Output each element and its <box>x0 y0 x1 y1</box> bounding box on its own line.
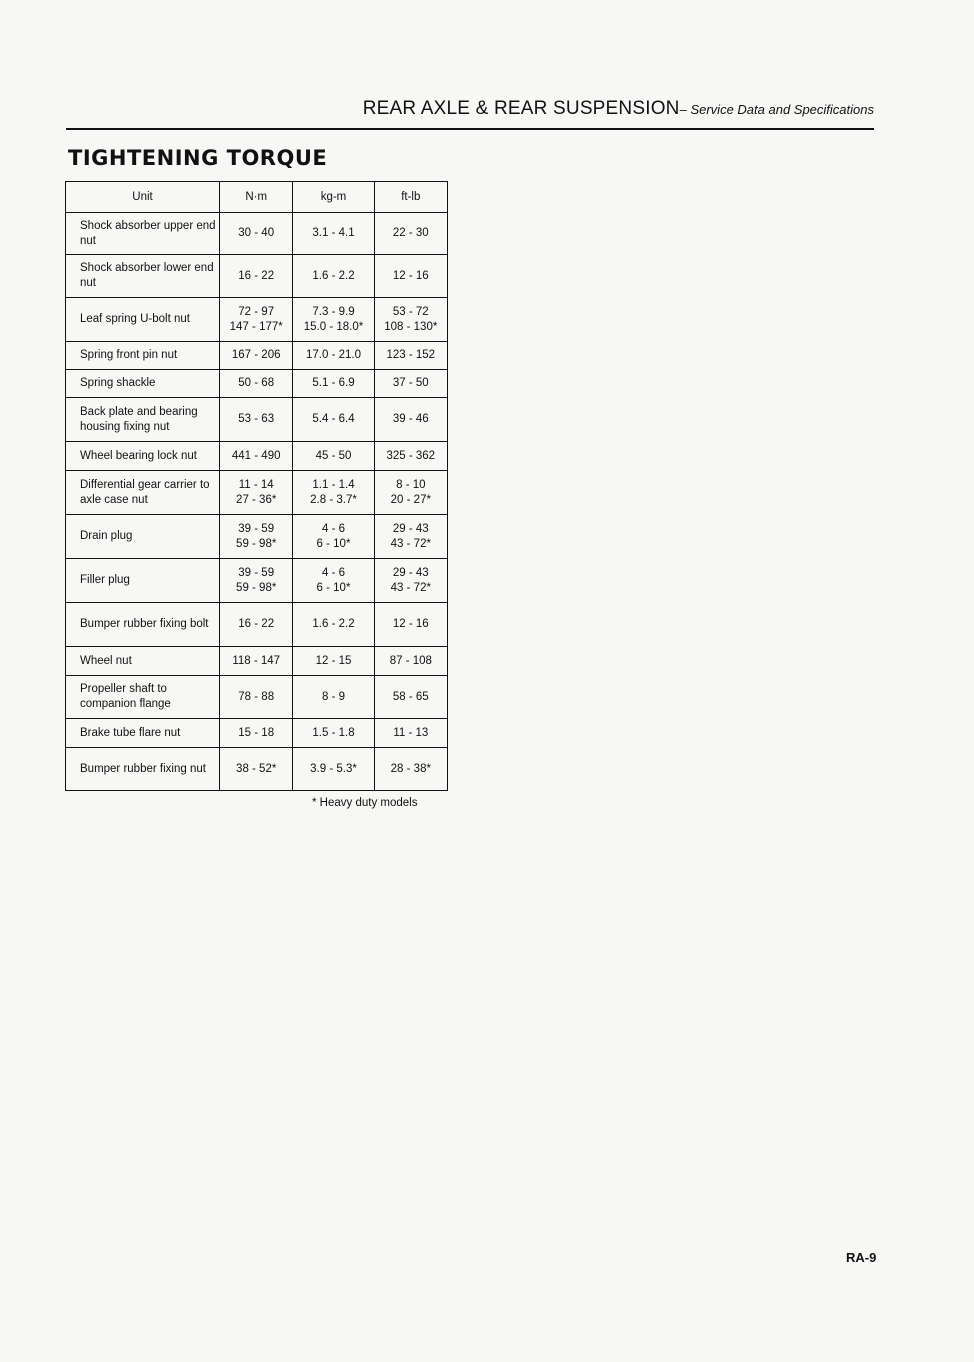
table-row <box>66 719 448 748</box>
ftlb-cell: 28 - 38* <box>374 748 447 791</box>
ftlb-cell: 8 - 10 20 - 27* <box>374 471 447 515</box>
ftlb-cell: 87 - 108 <box>374 647 447 676</box>
kgm-cell: 4 - 6 6 - 10* <box>293 515 374 559</box>
unit-cell: Back plate and bearing housing fixing nut <box>66 398 220 442</box>
kgm-cell: 12 - 15 <box>293 647 374 676</box>
kgm-cell: 1.5 - 1.8 <box>293 719 374 748</box>
kgm-cell: 17.0 - 21.0 <box>293 342 374 370</box>
kgm-cell: 8 - 9 <box>293 676 374 719</box>
ftlb-cell: 29 - 43 43 - 72* <box>374 515 447 559</box>
nm-cell: 53 - 63 <box>220 398 293 442</box>
table-row <box>66 370 448 398</box>
nm-cell: 118 - 147 <box>220 647 293 676</box>
section-title: TIGHTENING TORQUE <box>68 146 328 170</box>
table-row <box>66 603 448 647</box>
nm-cell: 16 - 22 <box>220 255 293 298</box>
unit-cell: Propeller shaft to companion flange <box>66 676 220 719</box>
ftlb-cell: 325 - 362 <box>374 442 447 471</box>
column-header-kgm: kg-m <box>293 182 374 213</box>
unit-cell: Drain plug <box>66 515 220 559</box>
table-row <box>66 748 448 791</box>
ftlb-cell: 53 - 72 108 - 130* <box>374 298 447 342</box>
nm-cell: 30 - 40 <box>220 213 293 255</box>
unit-cell: Spring shackle <box>66 370 220 398</box>
unit-cell: Bumper rubber fixing bolt <box>66 603 220 647</box>
unit-cell: Differential gear carrier to axle case nut <box>66 471 220 515</box>
table-row <box>66 398 448 442</box>
nm-cell: 39 - 59 59 - 98* <box>220 515 293 559</box>
nm-cell: 16 - 22 <box>220 603 293 647</box>
column-header-nm: N·m <box>220 182 293 213</box>
table-row <box>66 213 448 255</box>
kgm-cell: 1.1 - 1.4 2.8 - 3.7* <box>293 471 374 515</box>
table-row <box>66 647 448 676</box>
unit-cell: Leaf spring U-bolt nut <box>66 298 220 342</box>
kgm-cell: 5.1 - 6.9 <box>293 370 374 398</box>
unit-cell: Shock absorber lower end nut <box>66 255 220 298</box>
nm-cell: 441 - 490 <box>220 442 293 471</box>
nm-cell: 50 - 68 <box>220 370 293 398</box>
ftlb-cell: 22 - 30 <box>374 213 447 255</box>
unit-cell: Bumper rubber fixing nut <box>66 748 220 791</box>
ftlb-cell: 39 - 46 <box>374 398 447 442</box>
unit-cell: Shock absorber upper end nut <box>66 213 220 255</box>
unit-cell: Wheel bearing lock nut <box>66 442 220 471</box>
table-row <box>66 298 448 342</box>
table-row <box>66 255 448 298</box>
column-header-ftlb: ft-lb <box>374 182 447 213</box>
kgm-cell: 1.6 - 2.2 <box>293 603 374 647</box>
ftlb-cell: 12 - 16 <box>374 603 447 647</box>
ftlb-cell: 123 - 152 <box>374 342 447 370</box>
nm-cell: 11 - 14 27 - 36* <box>220 471 293 515</box>
unit-cell: Wheel nut <box>66 647 220 676</box>
unit-cell: Spring front pin nut <box>66 342 220 370</box>
nm-cell: 72 - 97 147 - 177* <box>220 298 293 342</box>
kgm-cell: 5.4 - 6.4 <box>293 398 374 442</box>
ftlb-cell: 11 - 13 <box>374 719 447 748</box>
footnote-heavy-duty: * Heavy duty models <box>312 797 418 809</box>
unit-cell: Filler plug <box>66 559 220 603</box>
nm-cell: 38 - 52* <box>220 748 293 791</box>
kgm-cell: 45 - 50 <box>293 442 374 471</box>
unit-cell: Brake tube flare nut <box>66 719 220 748</box>
ftlb-cell: 12 - 16 <box>374 255 447 298</box>
table-row <box>66 471 448 515</box>
kgm-cell: 3.1 - 4.1 <box>293 213 374 255</box>
table-row <box>66 515 448 559</box>
header-subtitle: – Service Data and Specifications <box>679 102 874 117</box>
nm-cell: 39 - 59 59 - 98* <box>220 559 293 603</box>
ftlb-cell: 37 - 50 <box>374 370 447 398</box>
page-header <box>66 98 874 130</box>
kgm-cell: 3.9 - 5.3* <box>293 748 374 791</box>
nm-cell: 78 - 88 <box>220 676 293 719</box>
column-header-unit: Unit <box>66 182 220 213</box>
table-header-row <box>66 182 448 213</box>
nm-cell: 167 - 206 <box>220 342 293 370</box>
page-number: RA-9 <box>846 1250 877 1265</box>
kgm-cell: 4 - 6 6 - 10* <box>293 559 374 603</box>
table-row <box>66 442 448 471</box>
nm-cell: 15 - 18 <box>220 719 293 748</box>
torque-table <box>65 181 448 791</box>
table-row <box>66 676 448 719</box>
table-row <box>66 342 448 370</box>
ftlb-cell: 58 - 65 <box>374 676 447 719</box>
table-row <box>66 559 448 603</box>
kgm-cell: 7.3 - 9.9 15.0 - 18.0* <box>293 298 374 342</box>
header-title: REAR AXLE & REAR SUSPENSION <box>362 98 680 119</box>
kgm-cell: 1.6 - 2.2 <box>293 255 374 298</box>
ftlb-cell: 29 - 43 43 - 72* <box>374 559 447 603</box>
